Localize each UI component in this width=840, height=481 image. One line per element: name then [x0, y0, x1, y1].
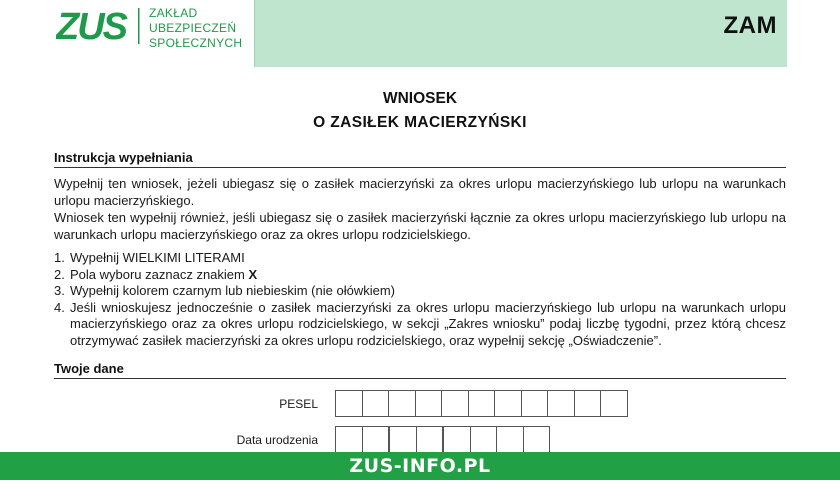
pesel-input[interactable] [336, 390, 628, 417]
zus-logo-mark [56, 6, 144, 46]
form-code: ZAM [723, 12, 777, 39]
logo-line-2: UBEZPIECZEŃ [149, 21, 237, 35]
form-title-line-2: O ZASIŁEK MACIERZYŃSKI [313, 114, 527, 131]
char-box[interactable] [468, 390, 496, 417]
checkbox-mark-x: X [248, 266, 258, 282]
birth-date-input[interactable] [336, 426, 550, 453]
list-item-text: Wypełnij kolorem czarnym lub niebieskim (nie ołówkiem) [70, 283, 395, 298]
char-box[interactable] [415, 390, 443, 417]
char-box[interactable] [547, 390, 575, 417]
form-title-line-1: WNIOSEK [382, 90, 458, 107]
form-header [54, 0, 786, 67]
char-box[interactable] [574, 390, 602, 417]
char-box[interactable] [362, 390, 390, 417]
svg-text:ZUS: ZUS [56, 6, 126, 46]
char-box[interactable] [335, 426, 363, 453]
list-item [54, 267, 786, 284]
char-box[interactable] [470, 426, 498, 453]
list-item-number: 3. [54, 283, 65, 298]
char-box[interactable] [600, 390, 628, 417]
list-item-text: Jeśli wnioskujesz jednocześnie o zasiłek macierzyński za okres urlopu macierzyńskiego lub urlopu na warunkach urlopu macierzyńskiego oraz za okres urlopu rodzicielskiego, w sekcji „Zakres wniosku” podaj liczbę tygodni, przez którą chcesz otrzymywać zasiłek macierzyński za okres urlopu rodzicielskiego, oraz wypełnij sekcję „Oświadczenie”. [70, 299, 786, 348]
list-item-text: Pola wyboru zaznacz znakiem [70, 266, 249, 282]
header-band [254, 0, 787, 67]
char-box[interactable] [416, 426, 444, 453]
footer-banner: ZUS-INFO.PL [0, 452, 840, 480]
list-item-number: 4. [54, 299, 65, 315]
logo-line-1: ZAKŁAD [149, 6, 198, 20]
logo-text [149, 6, 242, 51]
instructions-heading: Instrukcja wypełniania [54, 150, 786, 168]
zus-logo [54, 0, 254, 67]
char-box[interactable] [362, 426, 390, 453]
char-box[interactable] [388, 390, 416, 417]
instructions-paragraph-2: Wniosek ten wypełnij również, jeśli ubiegasz się o zasiłek macierzyński łącznie za okres urlopu macierzyńskiego lub urlopu na warunkach urlopu macierzyńskiego oraz za okres urlopu rodzicielskiego. [54, 210, 786, 242]
char-box[interactable] [335, 390, 363, 417]
char-box[interactable] [442, 426, 471, 453]
char-box[interactable] [388, 426, 417, 453]
logo-line-3: SPOŁECZNYCH [149, 36, 243, 50]
list-item [54, 300, 786, 350]
instructions-list [54, 250, 786, 349]
char-box[interactable] [494, 390, 522, 417]
list-item-number: 2. [54, 266, 65, 282]
list-item-number: 1. [54, 250, 65, 265]
instructions-paragraph-1: Wypełnij ten wniosek, jeżeli ubiegasz się o zasiłek macierzyński za okres urlopu macierzyńskiego lub urlopu na warunkach urlopu macierzyńskiego. [54, 176, 786, 208]
char-box[interactable] [523, 426, 551, 453]
pesel-label: PESEL [279, 397, 318, 411]
birth-date-label: Data urodzenia [236, 433, 318, 447]
char-box[interactable] [521, 390, 549, 417]
list-item-text: Wypełnij WIELKIMI LITERAMI [70, 250, 245, 265]
list-item [54, 283, 786, 300]
your-data-heading: Twoje dane [54, 361, 786, 379]
char-box[interactable] [441, 390, 469, 417]
char-box[interactable] [496, 426, 524, 453]
list-item [54, 250, 786, 267]
